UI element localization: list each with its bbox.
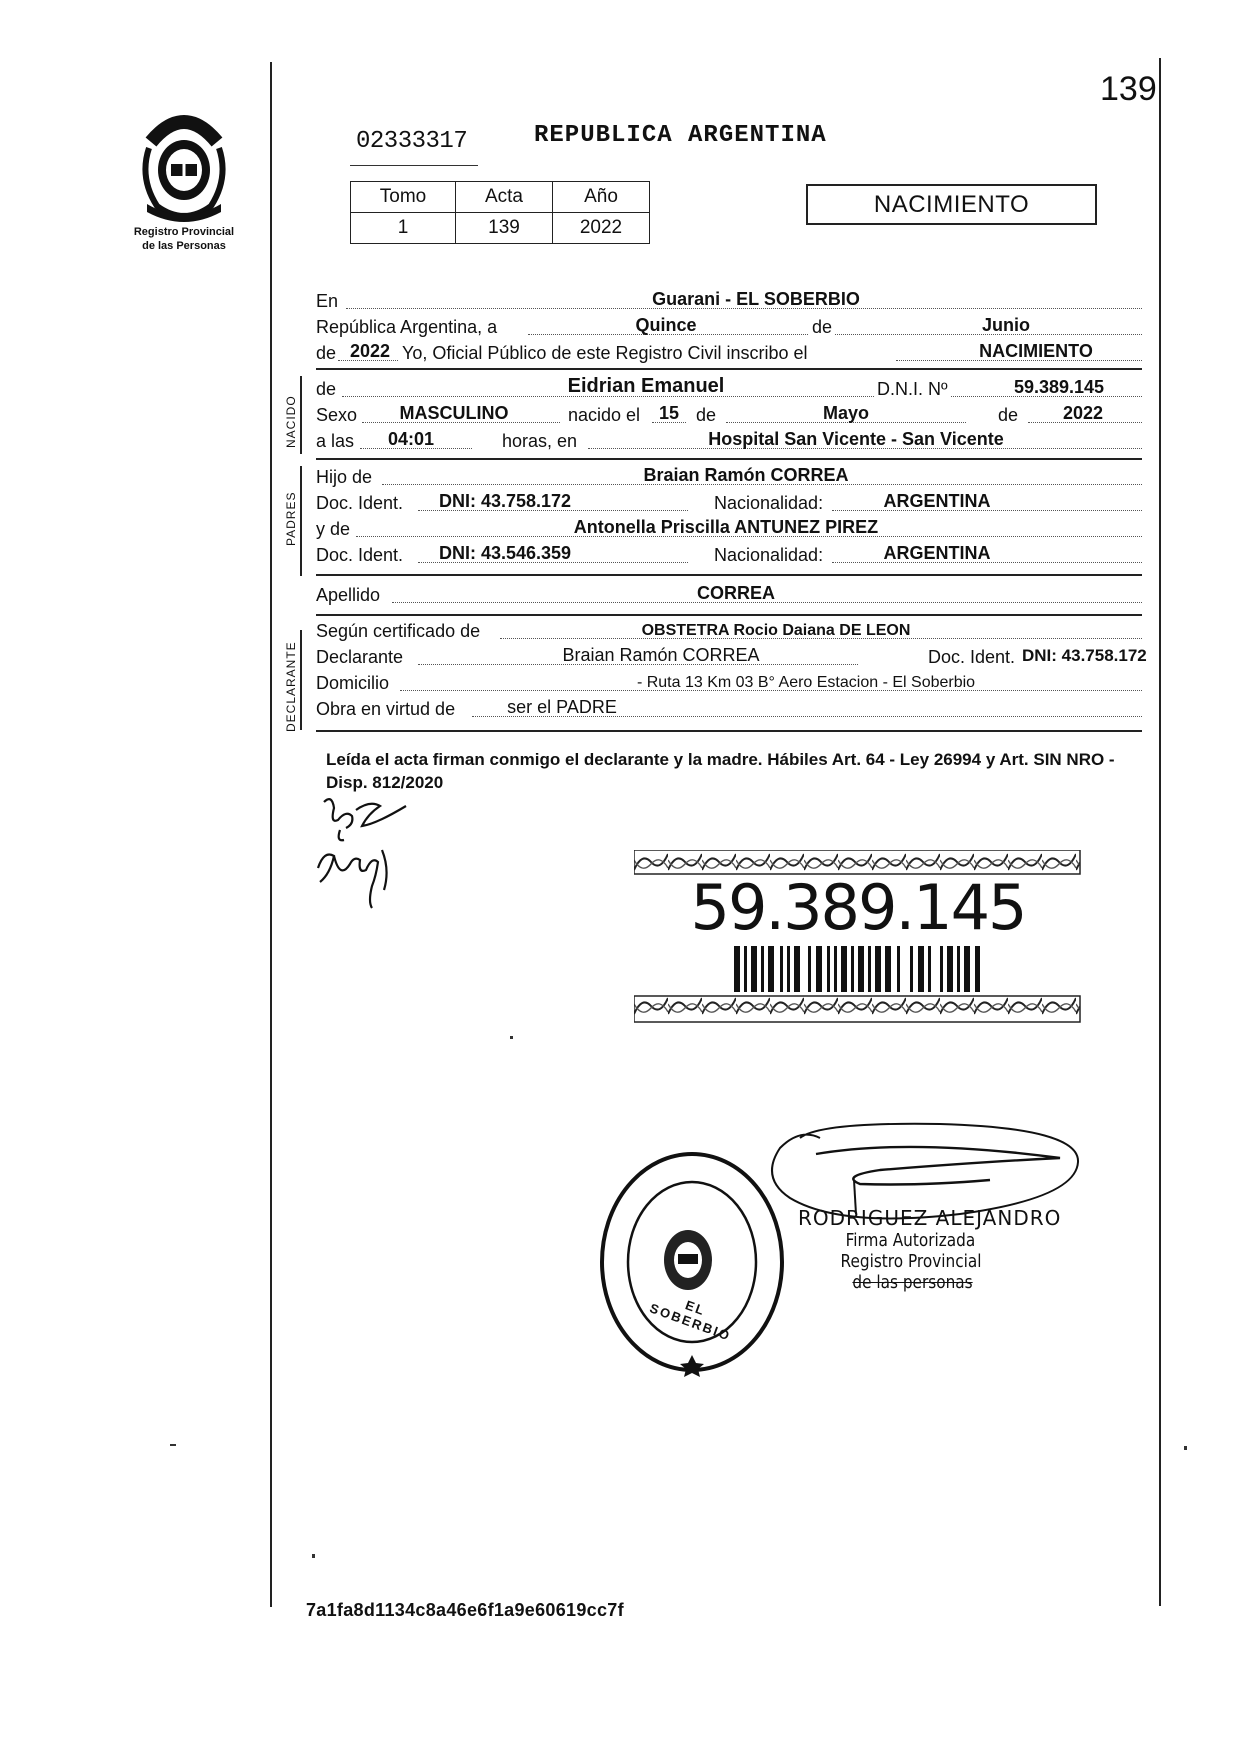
- born-sex: MASCULINO: [399, 403, 509, 423]
- born-dni: 59.389.145: [1013, 377, 1105, 397]
- label-nacido-el: nacido el: [568, 405, 641, 425]
- record-table: [350, 181, 650, 244]
- label-apellido: Apellido: [316, 585, 381, 605]
- row-obra: [316, 696, 1142, 722]
- registry-logo: [120, 108, 248, 258]
- stray-mark: [170, 1444, 176, 1446]
- label-a-las: a las: [316, 431, 355, 451]
- row-date: [316, 314, 1142, 340]
- divider-3: [316, 574, 1142, 576]
- row-father-doc: [316, 490, 1142, 516]
- reason: ser el PADRE: [507, 697, 617, 717]
- stray-mark: [510, 1036, 513, 1039]
- dni-number: 59.389.145: [690, 871, 1026, 944]
- row-mother-name: [316, 516, 1142, 542]
- stamp-center-text: EL SOBERBIO: [647, 1297, 734, 1344]
- label-declarante: Declarante: [316, 647, 404, 667]
- divider-1: [316, 368, 1142, 370]
- label-horas: horas, en: [502, 431, 578, 451]
- stray-mark: [1184, 1446, 1187, 1450]
- label-de2: de: [316, 343, 337, 363]
- born-day: 15: [658, 403, 680, 423]
- act-type: NACIMIENTO: [979, 341, 1093, 361]
- label-born-de: de: [316, 379, 337, 399]
- certificate: OBSTETRA Rocio Daiana DE LEON: [641, 622, 911, 639]
- left-margin-rule: [270, 62, 272, 1607]
- label-de: de: [809, 317, 835, 338]
- label-domicilio: Domicilio: [316, 673, 390, 693]
- label-de-year: de: [998, 405, 1019, 425]
- label-father-doc: Doc. Ident.: [316, 493, 404, 513]
- label-republica: República Argentina, a: [316, 317, 498, 337]
- label-father-nationality: Nacionalidad:: [714, 493, 824, 513]
- label-hijo-de: Hijo de: [316, 467, 373, 487]
- row-mother-doc: [316, 542, 1142, 568]
- father-nationality: ARGENTINA: [883, 491, 991, 511]
- label-obra: Obra en virtud de: [316, 699, 456, 719]
- born-name: Eidrian Emanuel: [567, 375, 725, 397]
- born-year: 2022: [1062, 403, 1104, 423]
- divider-4: [316, 614, 1142, 616]
- row-father-name: [316, 464, 1142, 490]
- label-mother-nationality: Nacionalidad:: [714, 545, 824, 565]
- divider-5: [316, 730, 1142, 732]
- surname: CORREA: [696, 583, 775, 603]
- father-doc: DNI: 43.758.172: [438, 491, 572, 511]
- row-surname: [316, 582, 1142, 608]
- side-label-declarante: DECLARANTE: [284, 641, 298, 732]
- record-type-badge: NACIMIENTO: [806, 184, 1097, 225]
- signer-line3: Registro Provincial: [840, 1251, 982, 1272]
- signer-block: [798, 1206, 1088, 1293]
- barcode-icon: [734, 946, 984, 992]
- label-de-month: de: [696, 405, 717, 425]
- row-born-name: [316, 376, 1142, 402]
- value-tomo: 1: [351, 213, 456, 244]
- label-statement: Yo, Oficial Público de este Registro Civil inscribo el: [402, 343, 808, 363]
- page-number: 139: [1100, 70, 1157, 108]
- born-time: 04:01: [387, 429, 435, 449]
- registry-caption-2: de las Personas: [142, 240, 226, 252]
- label-segun: Según certificado de: [316, 621, 481, 641]
- header-tomo: Tomo: [351, 182, 456, 213]
- label-sexo: Sexo: [316, 405, 358, 425]
- label-declarant-doc: Doc. Ident.: [928, 647, 1016, 667]
- document-title: REPUBLICA ARGENTINA: [534, 122, 827, 149]
- location: Guarani - EL SOBERBIO: [652, 289, 860, 309]
- row-born-sex: [316, 402, 1142, 428]
- label-mother-doc: Doc. Ident.: [316, 545, 404, 565]
- born-month: Mayo: [822, 403, 869, 423]
- serial-underline: [350, 165, 478, 166]
- address: - Ruta 13 Km 03 B° Aero Estacion - El Soberbio: [636, 674, 976, 691]
- dni-sticker: [634, 850, 1082, 1026]
- side-rule-padres: [300, 466, 302, 576]
- year: 2022: [349, 341, 391, 361]
- row-domicilio: [316, 670, 1142, 696]
- row-location: [316, 288, 1142, 314]
- month: Junio: [982, 315, 1030, 335]
- legal-text: Leída el acta firman conmigo el declarante y la madre. Hábiles Art. 64 - Ley 26994 y Art. SIN NRO - Disp. 812/2020: [326, 750, 1115, 792]
- divider-2: [316, 458, 1142, 460]
- side-label-padres: PADRES: [284, 491, 298, 546]
- side-rule-nacido: [300, 376, 302, 454]
- mother-doc: DNI: 43.546.359: [438, 543, 572, 563]
- serial-number: 02333317: [356, 128, 468, 155]
- row-year-statement: [316, 340, 1142, 366]
- seal-icon: [129, 108, 239, 223]
- row-born-time: [316, 428, 1142, 454]
- row-declarant: [316, 644, 1147, 670]
- declarant-doc: DNI: 43.758.172: [1022, 646, 1147, 665]
- label-en: En: [316, 291, 339, 311]
- father-name: Braian Ramón CORREA: [643, 465, 849, 485]
- header-acta: Acta: [456, 182, 553, 213]
- signer-line4: de las personas: [852, 1272, 973, 1293]
- signer-line2: Firma Autorizada: [845, 1230, 976, 1251]
- signer-name: RODRIGUEZ ALEJANDRO: [798, 1206, 1062, 1230]
- born-place: Hospital San Vicente - San Vicente: [708, 429, 1004, 449]
- signatures: [310, 790, 420, 920]
- mother-name: Antonella Priscilla ANTUNEZ PIREZ: [573, 517, 879, 537]
- side-label-nacido: NACIDO: [284, 395, 298, 448]
- day-words: Quince: [635, 315, 697, 335]
- label-dni: D.N.I. Nº: [874, 379, 951, 400]
- row-certificate: [316, 618, 1142, 644]
- stray-mark: [312, 1554, 315, 1558]
- value-acta: 139: [456, 213, 553, 244]
- header-ano: Año: [553, 182, 650, 213]
- document-hash: 7a1fa8d1134c8a46e6f1a9e60619cc7f: [306, 1600, 624, 1620]
- mother-nationality: ARGENTINA: [883, 543, 991, 563]
- value-ano: 2022: [553, 213, 650, 244]
- right-margin-rule: [1159, 58, 1161, 1606]
- side-rule-declarante: [300, 630, 302, 730]
- registry-caption-1: Registro Provincial: [133, 226, 235, 238]
- label-y-de: y de: [316, 519, 351, 539]
- declarant-name: Braian Ramón CORREA: [562, 645, 760, 665]
